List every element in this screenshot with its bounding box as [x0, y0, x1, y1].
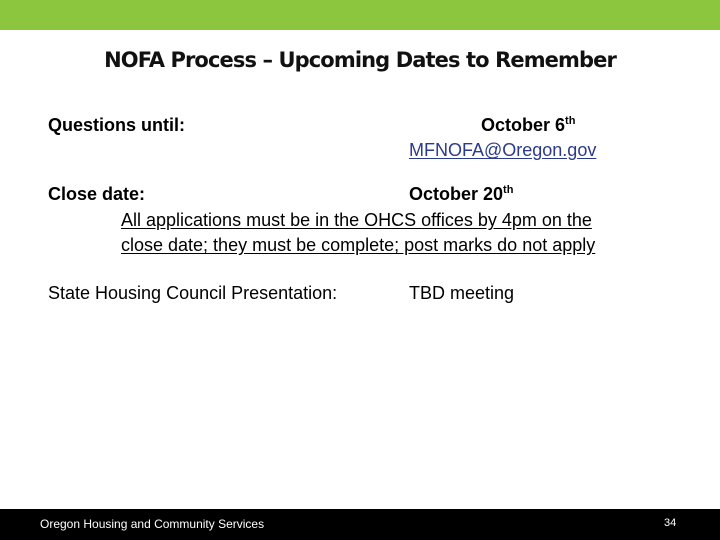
close-note-line-2: close date; they must be complete; post marks do not apply	[121, 235, 596, 255]
footer-bar	[0, 509, 720, 540]
council-label: State Housing Council Presentation:	[48, 283, 338, 303]
page-number: 34	[664, 517, 677, 529]
footer-org-name: Oregon Housing and Community Services	[40, 517, 265, 531]
close-note-line-1: All applications must be in the OHCS offices by 4pm on the	[121, 210, 592, 230]
close-date-text: October 20	[409, 184, 504, 204]
questions-email-link[interactable]: MFNOFA@Oregon.gov	[409, 140, 597, 160]
close-date-value	[409, 183, 513, 205]
slide-title: NOFA Process – Upcoming Dates to Remember	[104, 48, 616, 72]
council-value: TBD meeting	[409, 283, 515, 303]
close-date-suffix: th	[503, 184, 514, 196]
top-accent-bar	[0, 0, 720, 30]
questions-date-suffix: th	[565, 115, 576, 127]
questions-date-text: October 6	[481, 115, 566, 135]
questions-label: Questions until:	[48, 115, 185, 135]
questions-date	[481, 114, 575, 136]
close-date-label: Close date:	[48, 184, 146, 204]
